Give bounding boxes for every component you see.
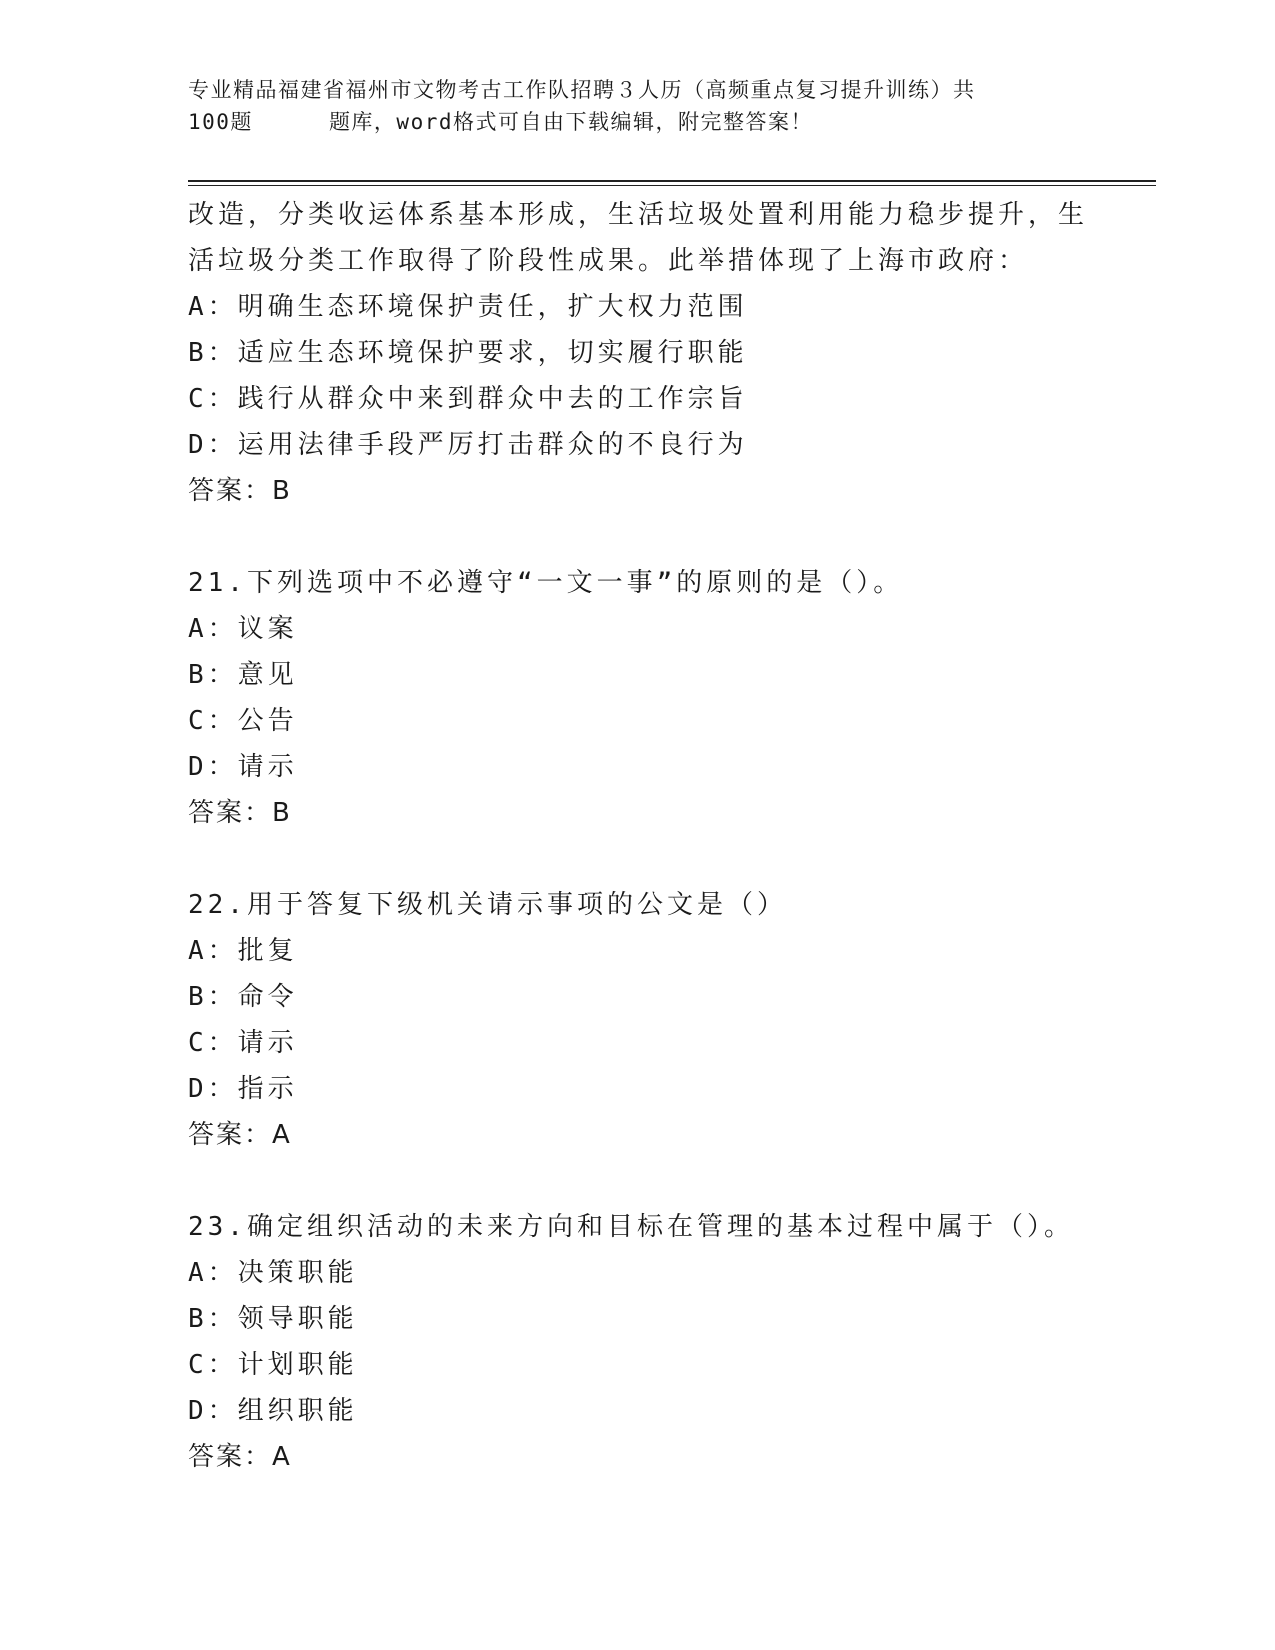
option-d: D：运用法律手段严厉打击群众的不良行为 xyxy=(188,430,748,460)
option-d: D：请示 xyxy=(188,752,298,782)
option-a: A：明确生态环境保护责任，扩大权力范围 xyxy=(188,292,748,322)
header-title-line2 xyxy=(188,106,1088,138)
answer-line: 答案：B xyxy=(188,798,292,828)
question-text: 活垃圾分类工作取得了阶段性成果。此举措体现了上海市政府： xyxy=(188,246,1029,276)
header-divider-thin xyxy=(188,185,1156,186)
question-23 xyxy=(188,1204,1088,1480)
answer-line: 答案：B xyxy=(188,476,292,506)
header-divider-thick xyxy=(188,180,1156,182)
option-d: D：组织职能 xyxy=(188,1396,358,1426)
question-stem: 22.用于答复下级机关请示事项的公文是（） xyxy=(188,890,787,920)
question-continuation xyxy=(188,192,1088,514)
option-a: A：批复 xyxy=(188,936,298,966)
question-stem: 23.确定组织活动的未来方向和目标在管理的基本过程中属于（）。 xyxy=(188,1212,1074,1242)
page-header xyxy=(188,74,1088,138)
question-stem: 21.下列选项中不必遵守“一文一事”的原则的是（）。 xyxy=(188,568,904,598)
option-c: C：计划职能 xyxy=(188,1350,358,1380)
option-d: D：指示 xyxy=(188,1074,298,1104)
option-c: C：践行从群众中来到群众中去的工作宗旨 xyxy=(188,384,748,414)
option-c: C：请示 xyxy=(188,1028,298,1058)
question-22 xyxy=(188,882,1088,1158)
answer-line: 答案：A xyxy=(188,1120,292,1150)
answer-line: 答案：A xyxy=(188,1442,292,1472)
header-title-line1: 专业精品福建省福州市文物考古工作队招聘３人历（高频重点复习提升训练）共 xyxy=(188,78,976,102)
question-content xyxy=(188,192,1088,1480)
option-b: B：命令 xyxy=(188,982,298,1012)
option-a: A：议案 xyxy=(188,614,298,644)
question-text: 改造，分类收运体系基本形成，生活垃圾处置利用能力稳步提升，生 xyxy=(188,200,1089,230)
header-description: 题库，word格式可自由下载编辑，附完整答案！ xyxy=(328,110,814,134)
header-count: 100题 xyxy=(188,110,253,134)
question-21 xyxy=(188,560,1088,836)
option-b: B：领导职能 xyxy=(188,1304,358,1334)
option-a: A：决策职能 xyxy=(188,1258,358,1288)
option-b: B：适应生态环境保护要求，切实履行职能 xyxy=(188,338,748,368)
option-b: B：意见 xyxy=(188,660,298,690)
option-c: C：公告 xyxy=(188,706,298,736)
